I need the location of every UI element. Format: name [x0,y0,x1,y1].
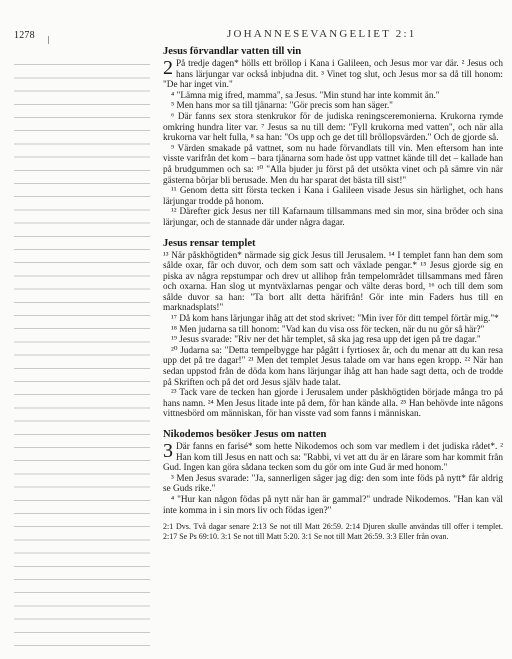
paragraph: ²³ Tack vare de tecken han gjorde i Jerusalem under påskhögtiden började många tro på hans namn. ²⁴ Men Jesus litade inte på dem, för han kände alla. ²⁵ Han behövde inte någons vittnesbörd om människan, för han visste vad som fanns i människan. [163,388,503,420]
paragraph: 2 På tredje dagen* hölls ett bröllop i Kana i Galileen, och Jesus mor var där. ² Jesus och hans lärjungar var också inbjudna dit. ³ Vinet tog slut, och Jesus mor sa då till honom: "De har inget vin." [163,57,503,91]
chapter-number: 2 [163,57,173,79]
paragraph: ⁵ Men hans mor sa till tjänarna: "Gör precis som han säger." [171,101,393,112]
paragraph: ¹⁹ Jesus svarade: "Riv ner det här templet, så ska jag resa upp det igen på tre dagar." [171,335,481,346]
paragraph: ⁴ "Lämna mig ifred, mamma", sa Jesus. "Min stund har inte kommit än." [171,90,440,101]
footnote-text: 2:1 Dvs. Två dagar senare 2:13 Se not till Matt 26:59. 2:14 Djuren skulle användas till offer i templet. 2:17 Se Ps 69:10. 3:1 Se not till Matt 5:20. 3:1 Se not till Matt 26:59. 3:3 Eller från ovan. [163,522,503,541]
paragraph: ¹¹ Genom detta sitt första tecken i Kana i Galileen visade Jesus sin härlighet, och hans lärjungar trodde på honom. [163,186,503,207]
paragraph: ²⁰ Judarna sa: "Detta tempelbygge har pågått i fyrtiosex år, och du menar att du kan resa upp det på tre dagar!" ²¹ Men det templet Jesus talade om var hans egen kropp. ²² När han sedan uppstod från de döda kom hans lärjungar ihåg att han hade sagt detta, och de trodde på Skriften och på det ord Jesus själv hade talat. [163,345,503,388]
section-heading: Jesus förvandlar vatten till vin [163,46,302,57]
paragraph: ⁹ Värden smakade på vattnet, som nu hade förvandlats till vin. Men eftersom han inte visste varifrån det kom – bara tjänarna som hade öst upp vattnet kände till det – kallade han på brudgummen och sa: ¹⁰ "Alla bjuder ju först på det utsökta vinet och på sämre vin när gästerna börjar bli berusade. Men du har sparat det bästa till sist!" [163,143,503,186]
scripture-text [163,44,503,541]
footnotes [163,522,503,541]
paragraph: 3 Där fanns en farisé* som hette Nikodemos och som var medlem i det judiska rådet*. ² Han kom till Jesus en natt och sa: "Rabbi, vi vet att du är en lärare som har kommit från Gud. Ingen kan göra sådana tecken som du gör om inte Gud är med honom." [163,440,503,474]
paragraph: ⁴ "Hur kan någon födas på nytt när han är gammal?" undrade Nikodemos. "Han kan väl inte komma in i sin mors liv och födas igen?" [163,494,503,516]
paragraph: ¹⁸ Men judarna sa till honom: "Vad kan du visa oss för tecken, när du nu gör så här?" [171,324,485,335]
page-number: 1278 [14,30,35,41]
section-heading: Jesus rensar templet [163,237,256,249]
paragraph: ¹³ När påskhögtiden* närmade sig gick Jesus till Jerusalem. ¹⁴ I templet fann han dem som sålde oxar, får och duvor, och dem som satt och växlade pengar.* ¹⁵ Jesus gjorde sig en piska av några repstumpar och drev ut allihop från tempelområdet tillsammans med fåren och oxarna. Han slog ut myntväxlarnas pengar och välte deras bord, ¹⁶ och till dem som sålde duvor sa han: "Ta bort allt detta härifrån! Gör inte min Faders hus till en marknadsplats!" [163,250,503,314]
header-divider [48,36,53,44]
paragraph: ¹² Därefter gick Jesus ner till Kafarnaum tillsammans med sin mor, sina bröder och sina lärjungar, och de stannade där under några dagar. [163,207,503,228]
chapter-number: 3 [163,440,173,462]
paragraph: ⁶ Där fanns sex stora stenkrukor för de judiska reningsceremonierna. Krukorna rymde omkring hundra liter var. ⁷ Jesus sa nu till dem: "Fyll krukorna med vatten", och när alla krukorna var helt fulla, ⁸ sa han: "Os upp och ge det till bröllopsvärden." Och de gjorde så. [163,111,503,144]
note-lines [14,52,150,656]
paragraph: ³ Men Jesus svarade: "Ja, sannerligen säger jag dig: den som inte föds på nytt* får aldrig se Guds rike." [163,473,503,495]
paragraph: ¹⁷ Då kom hans lärjungar ihåg att det stod skrivet: "Min iver för ditt tempel förtär mig."* [171,314,499,325]
running-head: JOHANNESEVANGELIET 2:1 [227,28,417,40]
section-heading: Nikodemos besöker Jesus om natten [163,429,327,440]
